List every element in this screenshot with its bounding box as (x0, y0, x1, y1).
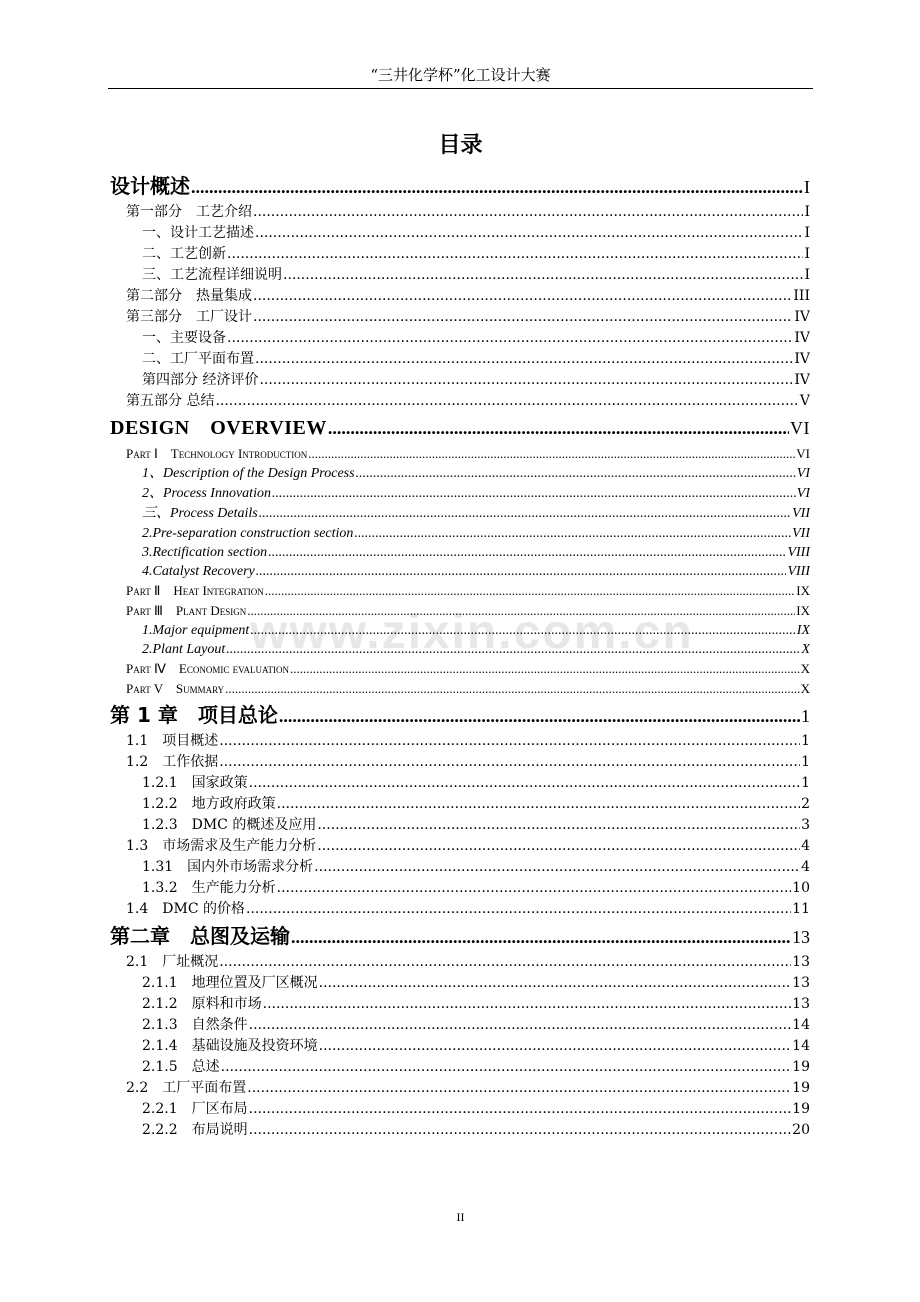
toc-entry-page: 2 (801, 796, 810, 812)
dot-leader (255, 349, 793, 370)
toc-entry-page: VI (790, 418, 810, 438)
toc-entry[interactable] (110, 640, 810, 659)
dot-leader (249, 1015, 792, 1036)
toc-entry-title: 1.2.1 国家政策 (142, 775, 248, 791)
toc-entry-title: Part Ⅱ Heat Integration (126, 583, 264, 598)
dot-leader (356, 464, 796, 484)
toc-entry-title: 2.1.2 原料和市场 (142, 996, 262, 1012)
toc-entry[interactable] (110, 391, 810, 412)
toc-entry-title: Part Ⅳ Economic evaluation (126, 661, 289, 676)
toc-entry[interactable] (110, 659, 810, 679)
toc-entry-title: 第三部分 工厂设计 (126, 309, 252, 325)
toc-entry-page: III (793, 288, 810, 304)
dot-leader (249, 1120, 792, 1141)
toc-entry-page: V (799, 393, 810, 409)
toc-entry-title: 1.Major equipment (142, 623, 250, 638)
dot-leader (354, 524, 791, 543)
dot-leader (277, 878, 792, 899)
toc-entry-page: 1 (801, 754, 810, 770)
toc-entry-page: 20 (792, 1122, 810, 1138)
toc-entry[interactable] (110, 731, 810, 752)
toc-entry[interactable] (110, 920, 810, 952)
toc-entry-title: 2.1 厂址概况 (126, 954, 219, 970)
dot-leader (249, 1099, 792, 1120)
toc-entry-page: 19 (792, 1080, 810, 1096)
toc-entry[interactable] (110, 581, 810, 601)
toc-entry-page: 4 (801, 838, 810, 854)
dot-leader (317, 815, 800, 836)
dot-leader (319, 1036, 792, 1057)
dot-leader (250, 621, 795, 640)
dot-leader (308, 444, 795, 464)
toc-entry-page: X (800, 661, 810, 676)
toc-entry[interactable] (110, 349, 810, 370)
toc-entry-title: 一、主要设备 (142, 330, 226, 346)
toc-entry-page: I (804, 225, 810, 241)
toc-entry[interactable] (110, 444, 810, 464)
toc-entry[interactable] (110, 543, 810, 562)
toc-entry[interactable] (110, 878, 810, 899)
toc-entry-page: 13 (792, 975, 810, 991)
dot-leader (272, 484, 796, 504)
dot-leader (319, 973, 792, 994)
toc-entry[interactable] (110, 952, 810, 973)
toc-entry[interactable] (110, 836, 810, 857)
toc-entry-title: 2.1.1 地理位置及厂区概况 (142, 975, 318, 991)
toc-entry[interactable] (110, 815, 810, 836)
toc-entry-page: IX (796, 623, 810, 638)
dot-leader (259, 504, 791, 524)
toc-entry-title: 二、工艺创新 (142, 246, 226, 262)
dot-leader (291, 921, 791, 952)
table-of-contents (110, 170, 810, 1141)
toc-entry-page: 19 (792, 1101, 810, 1117)
toc-entry-page: 13 (792, 996, 810, 1012)
toc-entry-title: Part Ⅲ Plant Design (126, 603, 247, 618)
toc-entry[interactable] (110, 562, 810, 581)
dot-leader (227, 328, 793, 349)
toc-entry-title: 三、Process Details (142, 506, 258, 521)
dot-leader (247, 1078, 791, 1099)
toc-entry-page: IV (794, 351, 810, 367)
toc-entry[interactable] (110, 328, 810, 349)
dot-leader (290, 659, 800, 679)
toc-entry-title: 三、工艺流程详细说明 (142, 267, 282, 283)
dot-leader (265, 581, 795, 601)
toc-entry-title: 设计概述 (110, 174, 190, 198)
running-header: “三井化学杯”化工设计大赛 (370, 66, 551, 84)
dot-leader (191, 171, 803, 202)
toc-entry-title: Part Ⅰ Technology Introduction (126, 446, 308, 461)
toc-entry-title: 1.3.2 生产能力分析 (142, 880, 276, 896)
toc-entry[interactable] (110, 773, 810, 794)
toc-entry-title: 1.2 工作依据 (126, 754, 219, 770)
toc-entry[interactable] (110, 752, 810, 773)
toc-entry-title: 2.2 工厂平面布置 (126, 1080, 247, 1096)
toc-entry-title: 1.3 市场需求及生产能力分析 (126, 838, 317, 854)
toc-entry-title: 2.Plant Layout (142, 642, 226, 657)
toc-entry[interactable] (110, 202, 810, 223)
dot-leader (215, 391, 798, 412)
toc-entry[interactable] (110, 601, 810, 621)
dot-leader (263, 994, 792, 1015)
toc-entry-title: 第二部分 热量集成 (126, 288, 252, 304)
toc-entry-page: VI (796, 446, 810, 461)
dot-leader (253, 307, 793, 328)
dot-leader (256, 562, 787, 581)
toc-entry-page: X (800, 681, 810, 696)
toc-entry[interactable] (110, 1057, 810, 1078)
toc-entry-title: 1.2.2 地方政府政策 (142, 796, 276, 812)
toc-entry[interactable] (110, 370, 810, 391)
toc-entry[interactable] (110, 484, 810, 504)
toc-entry[interactable] (110, 170, 810, 202)
toc-entry-title: 第一部分 工艺介绍 (126, 204, 252, 220)
toc-entry-page: 13 (792, 927, 810, 947)
toc-entry-title: Part V Summary (126, 681, 225, 696)
dot-leader (268, 543, 786, 562)
toc-entry-page: 14 (792, 1017, 810, 1033)
toc-entry[interactable] (110, 504, 810, 524)
dot-leader (219, 731, 800, 752)
toc-entry-page: 4 (801, 859, 810, 875)
dot-leader (279, 700, 800, 731)
toc-entry-page: IV (794, 309, 810, 325)
toc-entry[interactable] (110, 244, 810, 265)
dot-leader (277, 794, 800, 815)
toc-entry-title: 1、Description of the Design Process (142, 466, 355, 481)
toc-entry-page: IX (796, 603, 810, 618)
toc-entry-page: I (804, 246, 810, 262)
toc-entry-page: 1 (801, 706, 810, 726)
toc-entry-page: IV (794, 372, 810, 388)
dot-leader (246, 899, 791, 920)
toc-entry-page: 10 (792, 880, 810, 896)
toc-entry[interactable] (110, 1078, 810, 1099)
toc-entry[interactable] (110, 1015, 810, 1036)
dot-leader (247, 601, 795, 621)
toc-entry[interactable] (110, 973, 810, 994)
toc-entry[interactable] (110, 794, 810, 815)
dot-leader (249, 773, 800, 794)
toc-entry-page: VII (792, 526, 810, 541)
toc-entry-title: 2.2.2 布局说明 (142, 1122, 248, 1138)
toc-entry-page: 19 (792, 1059, 810, 1075)
watermark: www.zixin.com.cn (250, 606, 694, 659)
toc-entry-page: VIII (787, 564, 810, 579)
toc-entry-title: 第四部分 经济评价 (142, 372, 259, 388)
toc-entry-page: IV (794, 330, 810, 346)
dot-leader (314, 857, 800, 878)
toc-entry[interactable] (110, 1120, 810, 1141)
toc-entry-page: X (801, 642, 810, 657)
toc-entry[interactable] (110, 621, 810, 640)
toc-entry-page: 1 (801, 775, 810, 791)
toc-entry-page: 11 (792, 901, 810, 917)
toc-entry-page: 13 (792, 954, 810, 970)
toc-entry[interactable] (110, 1036, 810, 1057)
toc-entry-title: 第 1 章 项目总论 (110, 703, 278, 727)
toc-entry-title: 1.31 国内外市场需求分析 (142, 859, 314, 875)
dot-leader (226, 640, 800, 659)
toc-entry-title: 2.2.1 厂区布局 (142, 1101, 248, 1117)
header-rule (108, 88, 813, 89)
toc-entry[interactable] (110, 679, 810, 699)
toc-entry-page: I (804, 177, 810, 197)
dot-leader (328, 412, 789, 444)
toc-entry[interactable] (110, 265, 810, 286)
dot-leader (283, 265, 803, 286)
toc-entry-page: I (804, 204, 810, 220)
toc-entry-title: 一、设计工艺描述 (142, 225, 254, 241)
toc-entry[interactable] (110, 307, 810, 328)
toc-entry-page: I (804, 267, 810, 283)
toc-entry[interactable] (110, 994, 810, 1015)
toc-entry-title: 1.2.3 DMC 的概述及应用 (142, 817, 317, 833)
page-number: II (456, 1210, 465, 1224)
toc-entry-page: VI (796, 466, 810, 481)
dot-leader (221, 1057, 792, 1078)
dot-leader (253, 202, 803, 223)
toc-entry-page: VI (796, 486, 810, 501)
toc-entry-title: DESIGN OVERVIEW (110, 417, 327, 439)
toc-entry[interactable] (110, 412, 810, 444)
toc-entry-title: 4.Catalyst Recovery (142, 564, 255, 579)
dot-leader (219, 752, 800, 773)
toc-entry-title: 1.1 项目概述 (126, 733, 219, 749)
toc-entry-title: 2.Pre-separation construction section (142, 526, 354, 541)
toc-title: 目录 (438, 133, 483, 158)
dot-leader (225, 679, 800, 699)
toc-entry-title: 第五部分 总结 (126, 393, 215, 409)
toc-entry[interactable] (110, 223, 810, 244)
toc-entry-page: 1 (801, 733, 810, 749)
toc-entry-title: 3.Rectification section (142, 545, 268, 560)
toc-entry[interactable] (110, 1099, 810, 1120)
toc-entry[interactable] (110, 286, 810, 307)
dot-leader (255, 223, 803, 244)
toc-entry-title: 二、工厂平面布置 (142, 351, 254, 367)
toc-entry[interactable] (110, 857, 810, 878)
toc-entry[interactable] (110, 524, 810, 543)
dot-leader (317, 836, 800, 857)
toc-entry[interactable] (110, 464, 810, 484)
toc-entry[interactable] (110, 899, 810, 920)
toc-entry-title: 2.1.5 总述 (142, 1059, 220, 1075)
dot-leader (253, 286, 792, 307)
toc-entry-title: 2.1.3 自然条件 (142, 1017, 248, 1033)
toc-entry-page: 14 (792, 1038, 810, 1054)
toc-entry-page: VII (792, 506, 810, 521)
dot-leader (259, 370, 793, 391)
toc-entry[interactable] (110, 699, 810, 731)
toc-entry-title: 1.4 DMC 的价格 (126, 901, 245, 917)
dot-leader (227, 244, 803, 265)
dot-leader (219, 952, 791, 973)
toc-entry-title: 2、Process Innovation (142, 486, 271, 501)
toc-entry-title: 2.1.4 基础设施及投资环境 (142, 1038, 318, 1054)
toc-entry-title: 第二章 总图及运输 (110, 924, 290, 948)
toc-entry-page: VIII (787, 545, 810, 560)
toc-entry-page: IX (796, 583, 810, 598)
toc-entry-page: 3 (801, 817, 810, 833)
